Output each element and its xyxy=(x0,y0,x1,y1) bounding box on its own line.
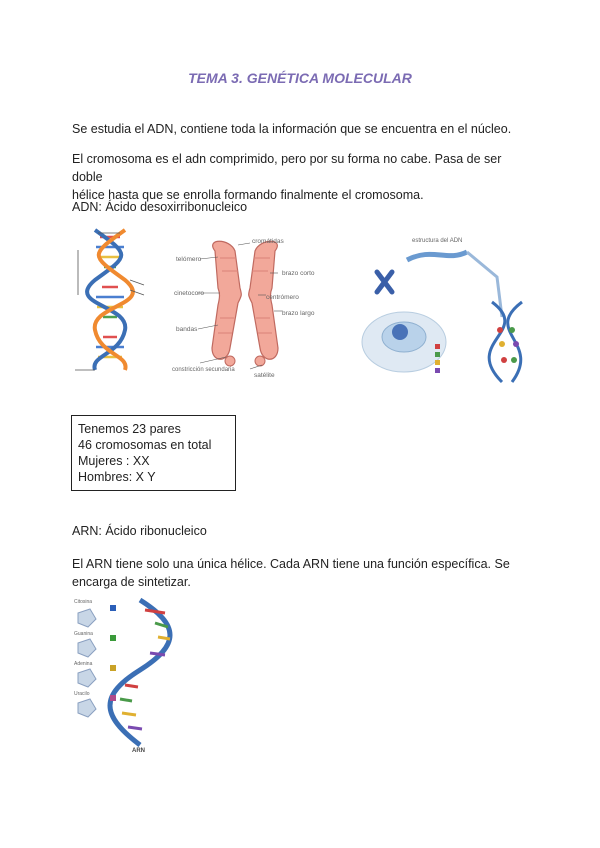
info-box-line-2: 46 cromosomas en total xyxy=(78,438,212,452)
arn-paragraph-line-1: El ARN tiene solo una única hélice. Cada ARN tiene una función específica. Se xyxy=(72,557,510,571)
info-box xyxy=(71,415,236,491)
label-arn: ARN xyxy=(132,748,145,754)
label-satelite: satélite xyxy=(254,372,275,379)
label-adenina: Adenina xyxy=(74,661,93,667)
dna-structure-figure xyxy=(352,232,547,387)
label-brazo-largo: brazo largo xyxy=(282,310,315,317)
chromosome-diagram xyxy=(170,233,330,383)
chromosome-paragraph-line-2: hélice hasta que se enrolla formando finalmente el cromosoma. xyxy=(72,188,424,202)
label-brazo-corto: brazo corto xyxy=(282,270,315,277)
label-telomero: telómero xyxy=(176,256,202,263)
label-bandas: bandas xyxy=(176,326,198,333)
adn-heading: ADN: Ácido desoxirribonucleico xyxy=(72,200,248,214)
label-cromatidas: cromátidas xyxy=(252,238,284,245)
chromosome-paragraph xyxy=(72,150,532,204)
info-box-line-4: Hombres: X Y xyxy=(78,470,156,484)
rna-figure xyxy=(70,595,190,755)
intro-paragraph: Se estudia el ADN, contiene toda la información que se encuentra en el núcleo. xyxy=(72,122,512,136)
label-uracilo: Uracilo xyxy=(74,691,90,697)
label-guanina: Guanina xyxy=(74,631,93,637)
page-title: TEMA 3. GENÉTICA MOLECULAR xyxy=(188,70,412,86)
label-citosina: Citosina xyxy=(74,599,93,605)
label-constriccion: constricción secundaria xyxy=(172,367,235,373)
arn-paragraph-line-2: encarga de sintetizar. xyxy=(72,575,191,589)
info-box-line-3: Mujeres : XX xyxy=(78,454,150,468)
info-box-line-1: Tenemos 23 pares xyxy=(78,422,181,436)
label-adn-structure: estructura del ADN xyxy=(412,238,463,244)
dna-helix-figure xyxy=(70,225,150,375)
label-cinetocoro: cinetocoro xyxy=(174,290,204,297)
arn-paragraph xyxy=(72,555,532,591)
label-centromero: centrómero xyxy=(266,294,299,301)
arn-heading: ARN: Ácido ribonucleico xyxy=(72,524,207,538)
chromosome-paragraph-line-1: El cromosoma es el adn comprimido, pero por su forma no cabe. Pasa de ser doble xyxy=(72,152,502,184)
